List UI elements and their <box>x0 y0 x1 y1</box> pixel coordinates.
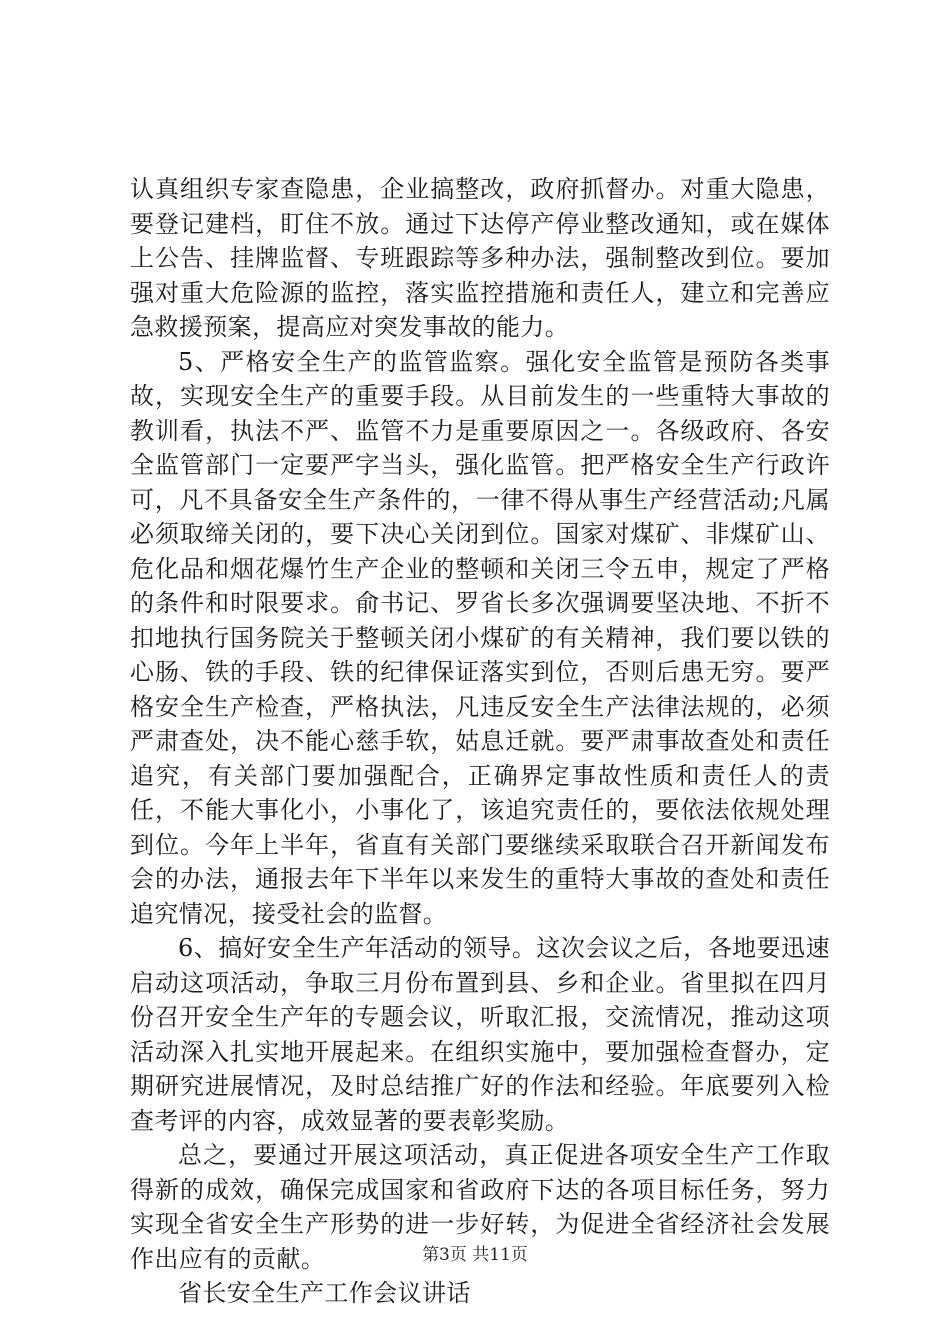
paragraph-item-6: 6、搞好安全生产年活动的领导。这次会议之后，各地要迅速启动这项活动，争取三月份布置到县、乡和企业。省里拟在四月份召开安全生产年的专题会议，听取汇报，交流情况，推动这项活动深入扎实地开展起来。在组织实施中，要加强检查督办，定期研究进展情况，及时总结推广好的作法和经验。年底要列入检查考评的内容，成效显著的要表彰奖励。 <box>130 934 830 1135</box>
page-footer <box>0 1240 950 1265</box>
paragraph-item-5: 5、严格安全生产的监管监察。强化安全监管是预防各类事故，实现安全生产的重要手段。从目前发生的一些重特大事故的教训看，执法不严、监管不力是重要原因之一。各级政府、各安全监管部门一定要严字当头，强化监管。把严格安全生产行政许可，凡不具备安全生产条件的，一律不得从事生产经营活动;凡属必须取缔关闭的，要下决心关闭到位。国家对煤矿、非煤矿山、危化品和烟花爆竹生产企业的整顿和关闭三令五申，规定了严格的条件和时限要求。俞书记、罗省长多次强调要坚决地、不折不扣地执行国务院关于整顿关闭小煤矿的有关精神，我们要以铁的心肠、铁的手段、铁的纪律保证落实到位，否则后患无穷。要严格安全生产检查，严格执法，凡违反安全生产法律法规的，必须严肃查处，决不能心慈手软，姑息迁就。要严肃事故查处和责任追究，有关部门要加强配合，正确界定事故性质和责任人的责任，不能大事化小，小事化了，该追究责任的，要依法依规处理到位。今年上半年，省直有关部门要继续采取联合召开新闻发布会的办法，通报去年下半年以来发生的重特大事故的查处和责任追究情况，接受社会的监督。 <box>130 347 830 928</box>
closing-title: 省长安全生产工作会议讲话 <box>178 1279 471 1307</box>
paragraph-conclusion: 总之，要通过开展这项活动，真正促进各项安全生产工作取得新的成效，确保完成国家和省政府下达的各项目标任务，努力实现全省安全生产形势的进一步好转，为促进全省经济社会发展作出应有的贡献。 <box>130 1141 830 1273</box>
page-number: 第3页 共11页 <box>422 1245 528 1265</box>
paragraph-continuation: 认真组织专家查隐患，企业搞整改，政府抓督办。对重大隐患，要登记建档，盯住不放。通过下达停产停业整改通知，或在媒体上公告、挂牌监督、专班跟踪等多种办法，强制整改到位。要加强对重大危险源的监控，落实监控措施和责任人，建立和完善应急救援预案，提高应对突发事故的能力。 <box>130 175 830 341</box>
document-body <box>130 172 830 1311</box>
